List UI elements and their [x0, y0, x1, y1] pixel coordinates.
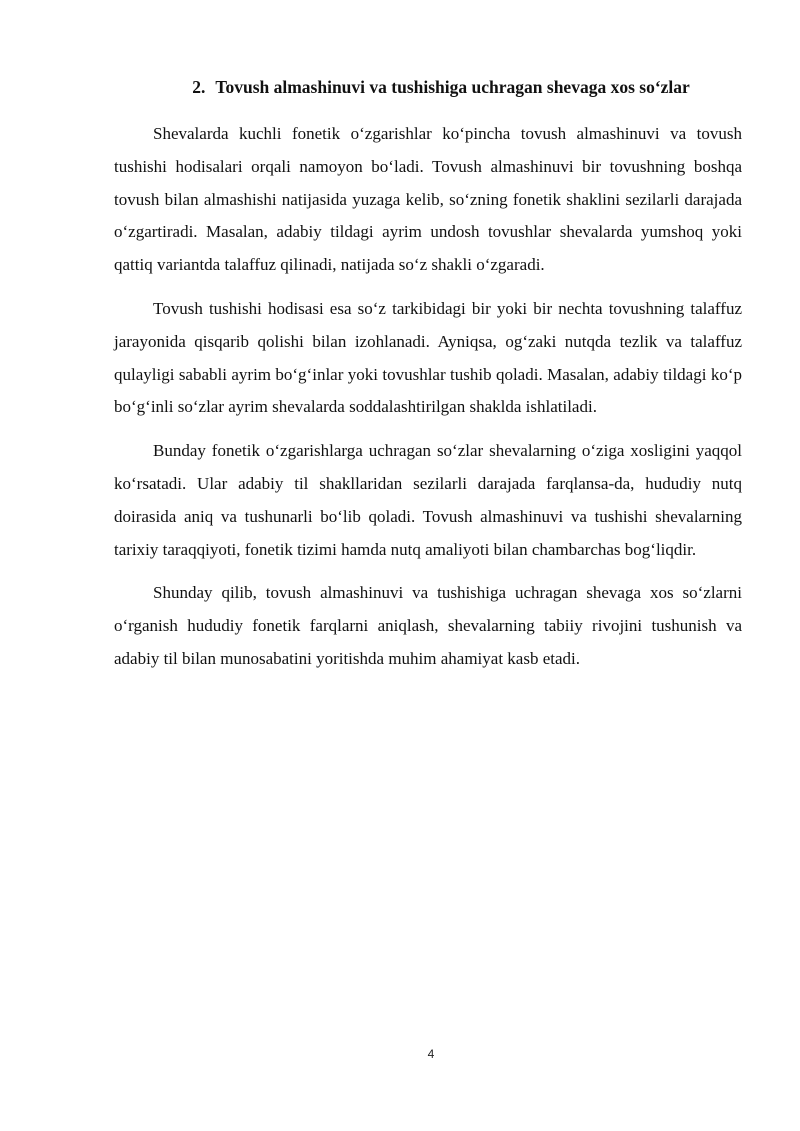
paragraph: Bunday fonetik o‘zgarishlarga uchragan so‘zlar shevalarning o‘ziga xosligini yaqqol ko‘rsatadi. Ular adabiy til shakllaridan sezilarli darajada farqlansa-da, hududiy nutq doirasida aniq va tushunarli bo‘lib qoladi. Tovush almashinuvi va tushishi shevalarning tarixiy taraqqiyoti, fonetik tizimi hamda nutq amaliyoti bilan chambarchas bog‘liqdir. — [114, 441, 742, 559]
paragraph: Tovush tushishi hodisasi esa so‘z tarkibidagi bir yoki bir nechta tovushning talaffuz jarayonida qisqarib qolishi bilan izohlanadi. Ayniqsa, og‘zaki nutqda tezlik va talaffuz qulayligi sababli ayrim bo‘g‘inlar yoki tovushlar tushib qoladi. Masalan, adabiy tildagi ko‘p bo‘g‘inli so‘zlar ayrim shevalarda soddalashtirilgan shaklda ishlatiladi. — [114, 298, 742, 417]
section-title: Tovush almashinuvi va tushishiga uchragan shevaga xos so‘zlar — [215, 77, 690, 97]
section-heading — [0, 76, 800, 98]
paragraph: Shunday qilib, tovush almashinuvi va tushishiga uchragan shevaga xos so‘zlarni o‘rganish hududiy fonetik farqlarni aniqlash, shevalarning tabiiy rivojini tushunish va adabiy til bilan munosabatini yoritishda muhim ahamiyat kasb etadi. — [114, 583, 742, 668]
body-text — [114, 118, 742, 687]
page-number: 4 — [427, 1047, 435, 1061]
paragraph: Shevalarda kuchli fonetik o‘zgarishlar ko‘pincha tovush almashinuvi va tovush tushishi hodisalari orqali namoyon bo‘ladi. Tovush almashinuvi bir tovushning boshqa tovush bilan almashishi natijasida yuzaga kelib, so‘zning fonetik shaklini sezilarli darajada o‘zgartiradi. Masalan, adabiy tildagi ayrim undosh tovushlar shevalarda yumshoq yoki qattiq variantda talaffuz qilinadi, natijada so‘z shakli o‘zgaradi. — [114, 124, 742, 275]
section-number: 2. — [192, 77, 206, 97]
